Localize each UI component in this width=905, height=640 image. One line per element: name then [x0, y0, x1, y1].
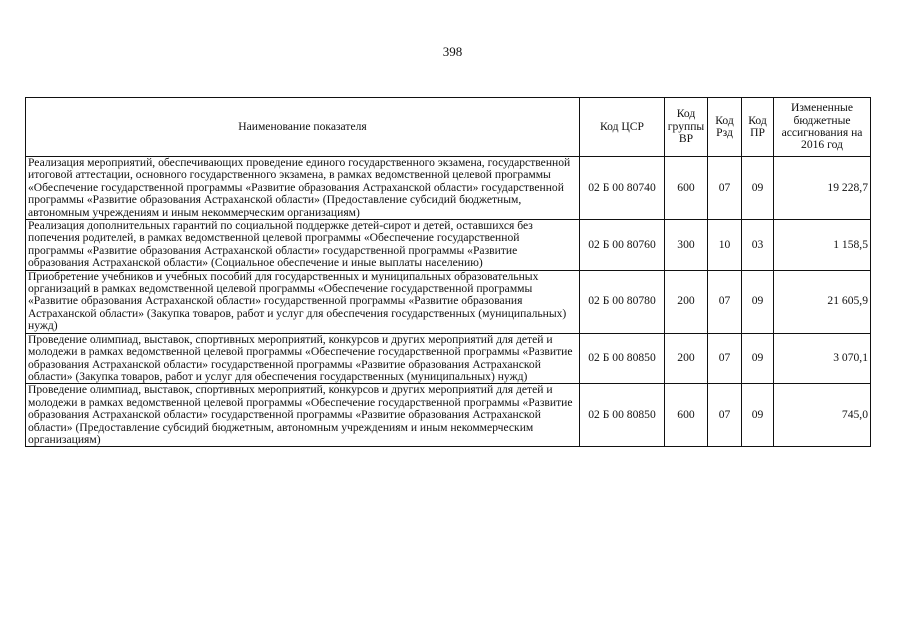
header-row	[26, 98, 871, 157]
table-header	[26, 98, 871, 157]
row-vr: 600	[665, 157, 708, 220]
row-vr: 600	[665, 384, 708, 447]
row-amount: 19 228,7	[774, 157, 871, 220]
row-csr: 02 Б 00 80850	[580, 384, 665, 447]
row-rzd: 07	[708, 270, 742, 333]
row-pr: 09	[742, 384, 774, 447]
table-row	[26, 157, 871, 220]
row-name: Реализация дополнительных гарантий по социальной поддержке детей-сирот и детей, оставшихся без попечения родителей, в рамках ведомственной целевой программы «Обеспечение государственной программы «Развитие образования Астраханской области» государственной программы «Развитие образования Астраханской области» (Социальное обеспечение и иные выплаты населению)	[26, 220, 580, 271]
row-amount: 3 070,1	[774, 333, 871, 384]
row-amount: 745,0	[774, 384, 871, 447]
row-name: Приобретение учебников и учебных пособий для государственных и муниципальных образовательных организаций в рамках ведомственной целевой программы «Обеспечение государственной программы «Развитие образования Астраханской области» государственной программы «Развитие образования Астраханской области» (Закупка товаров, работ и услуг для обеспечения государственных (муниципальных) нужд)	[26, 270, 580, 333]
table-row	[26, 384, 871, 447]
row-pr: 03	[742, 220, 774, 271]
row-rzd: 07	[708, 157, 742, 220]
table-row	[26, 270, 871, 333]
row-vr: 200	[665, 270, 708, 333]
row-vr: 300	[665, 220, 708, 271]
row-amount: 21 605,9	[774, 270, 871, 333]
row-pr: 09	[742, 270, 774, 333]
header-csr: Код ЦСР	[580, 98, 665, 157]
row-csr: 02 Б 00 80760	[580, 220, 665, 271]
header-pr: Код ПР	[742, 98, 774, 157]
row-csr: 02 Б 00 80740	[580, 157, 665, 220]
row-name: Проведение олимпиад, выставок, спортивных мероприятий, конкурсов и других мероприятий для детей и молодежи в рамках ведомственной целевой программы «Обеспечение государственной программы «Развитие образования Астраханской области» государственной программы «Развитие образования Астраханской области» (Закупка товаров, работ и услуг для обеспечения государственных (муниципальных) нужд)	[26, 333, 580, 384]
row-pr: 09	[742, 333, 774, 384]
row-amount: 1 158,5	[774, 220, 871, 271]
row-rzd: 07	[708, 384, 742, 447]
row-name: Проведение олимпиад, выставок, спортивных мероприятий, конкурсов и других мероприятий для детей и молодежи в рамках ведомственной целевой программы «Обеспечение государственной программы «Развитие образования Астраханской области» государственной программы «Развитие образования Астраханской области» (Предоставление субсидий бюджетным, автономным учреждениям и иным некоммерческим организациям)	[26, 384, 580, 447]
page-number: 398	[442, 44, 463, 59]
row-csr: 02 Б 00 80780	[580, 270, 665, 333]
header-rzd: Код Рзд	[708, 98, 742, 157]
header-name: Наименование показателя	[26, 98, 580, 157]
row-rzd: 10	[708, 220, 742, 271]
row-rzd: 07	[708, 333, 742, 384]
table-row	[26, 333, 871, 384]
table-row	[26, 220, 871, 271]
budget-table	[25, 97, 871, 447]
header-vr: Код группы ВР	[665, 98, 708, 157]
row-pr: 09	[742, 157, 774, 220]
row-name: Реализация мероприятий, обеспечивающих проведение единого государственного экзамена, государственной итоговой аттестации, основного государственного экзамена, в рамках ведомственной целевой программы «Обеспечение государственной программы «Развитие образования Астраханской области» государственной программы «Развитие образования Астраханской области» (Предоставление субсидий бюджетным, автономным учреждениям и иным некоммерческим организациям)	[26, 157, 580, 220]
table-body	[26, 157, 871, 447]
header-amount: Измененные бюджетные ассигнования на 2016 год	[774, 98, 871, 157]
row-csr: 02 Б 00 80850	[580, 333, 665, 384]
row-vr: 200	[665, 333, 708, 384]
